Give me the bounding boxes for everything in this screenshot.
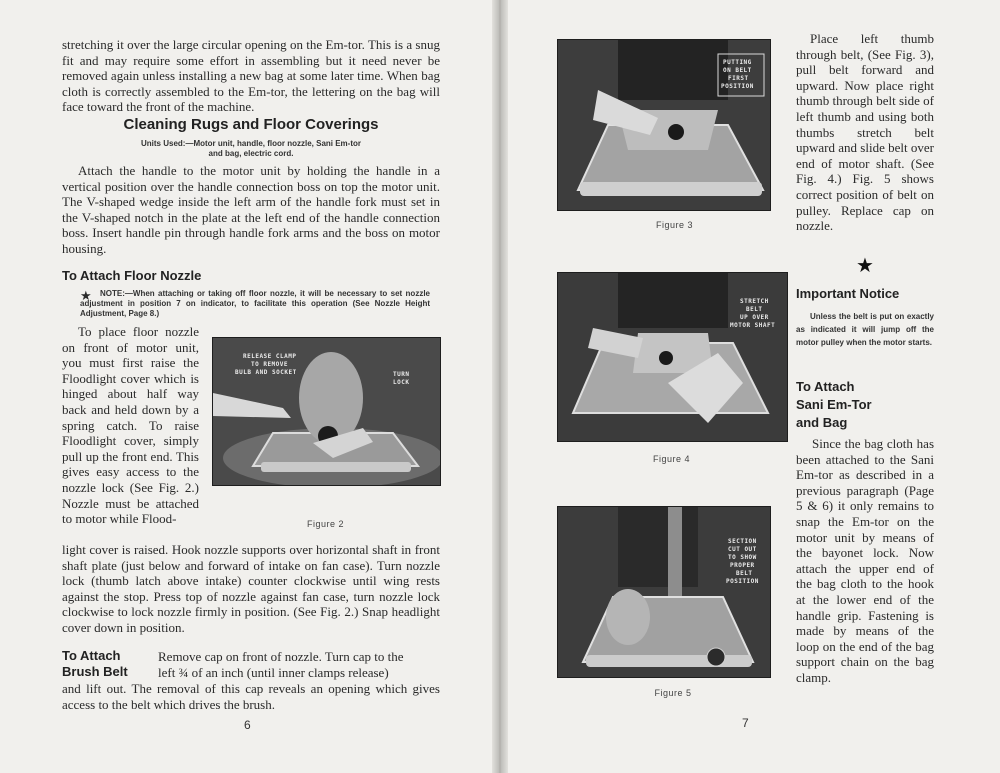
brush-belt-line-2: left ¾ of an inch (until inner clamps release) [158,665,389,680]
brush-belt-heading-1: To Attach [62,648,121,663]
star-icon: ★ [856,255,874,277]
sani-emtor-paragraph: Since the bag cloth has been attached to the Sani Em-tor as described in a previous paragraph (Page 5 & 6) it only remains to snap the Em-tor on the motor unit by means of the bayonet lock. Now attach the upper end of the bag cloth to the hook at the lower end of the handle grip. Fastening is made by means of the loop on the end of the bag support chain on the bag clamp. [796,436,934,685]
book-gutter [492,0,508,773]
nozzle-note [80,289,430,319]
figure-5-overlay-1: SECTION [728,538,757,545]
sani-emtor-heading-2: Sani Em-Tor [796,397,872,412]
figure-5-overlay-2: CUT OUT [728,546,757,553]
figure-2-caption: Figure 2 [306,519,345,529]
figure-3-overlay-1: PUTTING [723,59,752,66]
nozzle-paragraph-narrow: To place floor nozzle on front of motor unit, you must first raise the Floodlight cover which is hinged about half way back and held down by a spring catch. To raise Floodlight cover, simply pull up the front end. This gives easy access to the nozzle lock (See Fig. 2.) Nozzle must be attached to motor while Flood- [62,324,199,527]
brush-belt-paragraph: and lift out. The removal of this cap reveals an opening which gives access to the belt which drives the brush. [62,681,440,712]
figure-4-overlay-1: STRETCH [740,298,769,305]
figure-5-photo [557,506,771,678]
handle-attach-paragraph: Attach the handle to the motor unit by holding the handle in a vertical position over the handle connection boss on top the motor unit. The V-shaped wedge inside the left arm of the handle fork must set in the V-shaped notch in the plate at the left end of the handle connection boss. Insert handle pin through handle fork arms and the boss on motor housing. [62,163,440,256]
figure-3-overlay-2: ON BELT [723,67,752,74]
figure-4-overlay-3: UP OVER [740,314,769,321]
figure-2-overlay-5: LOCK [393,379,410,386]
figure-4-overlay-2: BELT [746,306,763,313]
page-number-left: 6 [244,718,251,732]
sani-emtor-heading-3: and Bag [796,415,848,430]
nozzle-paragraph-wide: light cover is raised. Hook nozzle supports over horizontal shaft in front shaft plate (just below and forward of intake on fan case). Turn nozzle lock (thumb latch above intake) counter clockwise until wing rests against the stop. Press top of nozzle against fan case, turn nozzle lock clockwise to lock nozzle firmly in position. (See Fig. 2.) Snap headlight cover down in position. [62,542,440,635]
figure-2-overlay-3: BULB AND SOCKET [235,369,297,376]
brush-belt-heading-2: Brush Belt [62,664,128,679]
figure-3-overlay-4: POSITION [721,83,754,90]
figure-5-overlay-6: POSITION [726,578,759,585]
figure-3-overlay-3: FIRST [728,75,749,82]
important-notice-heading: Important Notice [796,286,900,301]
nozzle-note-text: NOTE:—When attaching or taking off floor nozzle, it will be necessary to set nozzle adjustment in position 7 on indicator, to facilitate this operation (See Nozzle Height Adjustment, Page 8.) [80,289,430,318]
belt-paragraph: Place left thumb through belt, (See Fig. 3), pull belt forward and upward. Now place right thumb through belt side of left thumb and using both thumbs stretch belt upward and slide belt over end of motor shaft. (See Fig. 4.) Fig. 5 shows correct position of belt on pulley. Replace cap on nozzle. [796,31,934,234]
figure-3-caption: Figure 3 [655,220,694,230]
intro-paragraph: stretching it over the large circular opening on the Em-tor. This is a snug fit and may require some effort in assembling but it need never be removed again unless installing a new bag at some later time. When bag cloth is correctly assembled to the Em-tor, the lettering on the bag will face toward the front of the machine. [62,37,440,115]
units-used-line-1: Units Used:—Motor unit, handle, floor nozzle, Sani Em-tor [141,139,361,148]
section-heading-cleaning-rugs: Cleaning Rugs and Floor Coverings [123,116,379,133]
important-notice-text: Unless the belt is put on exactly as indicated it will jump off the motor pulley when the motor starts. [796,312,934,347]
figure-4-photo [557,272,788,442]
figure-4-caption: Figure 4 [652,454,691,464]
figure-2-overlay-2: TO REMOVE [251,361,289,368]
brush-belt-line-1: Remove cap on front of nozzle. Turn cap to the [158,649,404,664]
units-used-line-2: and bag, electric cord. [208,149,294,158]
figure-2-photo [212,337,441,486]
figure-5-overlay-3: TO SHOW [728,554,757,561]
floor-nozzle-heading: To Attach Floor Nozzle [62,268,202,283]
figure-2-overlay-1: RELEASE CLAMP [243,353,297,360]
star-icon: ★ [80,288,92,303]
figure-5-overlay-4: PROPER [730,562,755,569]
page-number-right: 7 [742,716,749,730]
figure-4-overlay-4: MOTOR SHAFT [730,322,776,329]
figure-2-overlay-4: TURN [393,371,410,378]
figure-3-photo [557,39,771,211]
figure-5-overlay-5: BELT [736,570,753,577]
sani-emtor-heading-1: To Attach [796,379,855,394]
figure-5-caption: Figure 5 [654,688,692,698]
